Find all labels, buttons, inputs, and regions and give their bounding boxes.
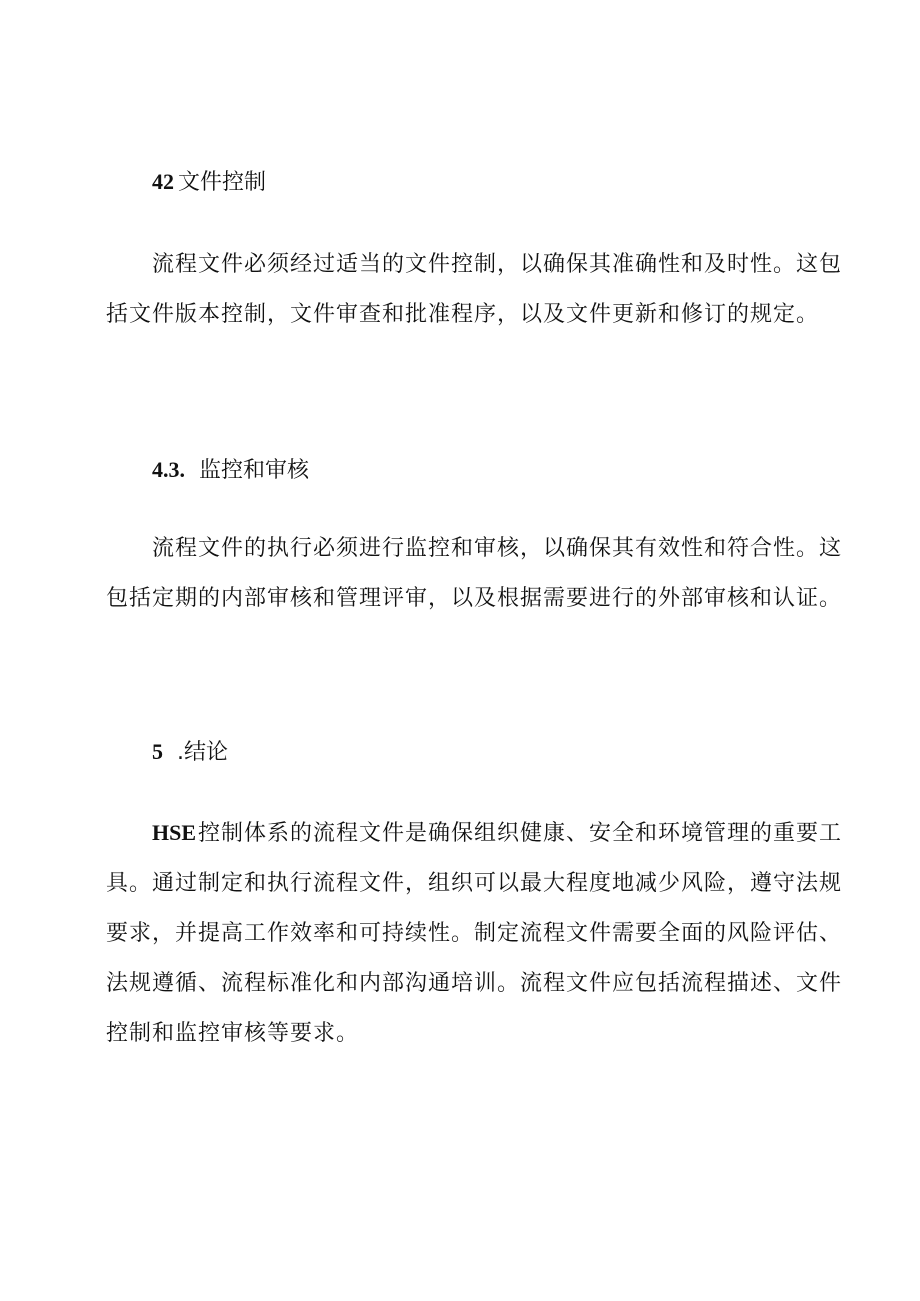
section-body-conclusion <box>106 808 846 1059</box>
section-body-document-control: 流程文件必须经过适当的文件控制，以确保其准确性和及时性。这包括文件版本控制，文件审查和批准程序，以及文件更新和修订的规定。 <box>106 252 843 327</box>
section-title: 监控和审核 <box>199 458 310 483</box>
section-number: 5 <box>152 739 163 764</box>
hse-abbreviation: HSE <box>152 820 197 845</box>
section-body-monitoring-audit: 流程文件的执行必须进行监控和审核，以确保其有效性和符合性。这包括定期的内部审核和管理评审，以及根据需要进行的外部审核和认证。 <box>106 536 843 611</box>
conclusion-text: 控制体系的流程文件是确保组织健康、安全和环境管理的重要工具。通过制定和执行流程文件，组织可以最大程度地减少风险，遵守法规要求，并提高工作效率和可持续性。制定流程文件需要全面的风险评估、法规遵循、流程标准化和内部沟通培训。流程文件应包括流程描述、文件控制和监控审核等要求。 <box>106 821 843 1046</box>
section-heading-conclusion <box>152 737 228 768</box>
section-heading-document-control <box>152 167 266 198</box>
section-title: .结论 <box>177 740 228 765</box>
section-title: 文件控制 <box>178 170 267 195</box>
section-heading-monitoring-audit <box>152 455 309 486</box>
section-number: 4.3. <box>152 457 185 482</box>
section-number: 42 <box>152 169 174 194</box>
